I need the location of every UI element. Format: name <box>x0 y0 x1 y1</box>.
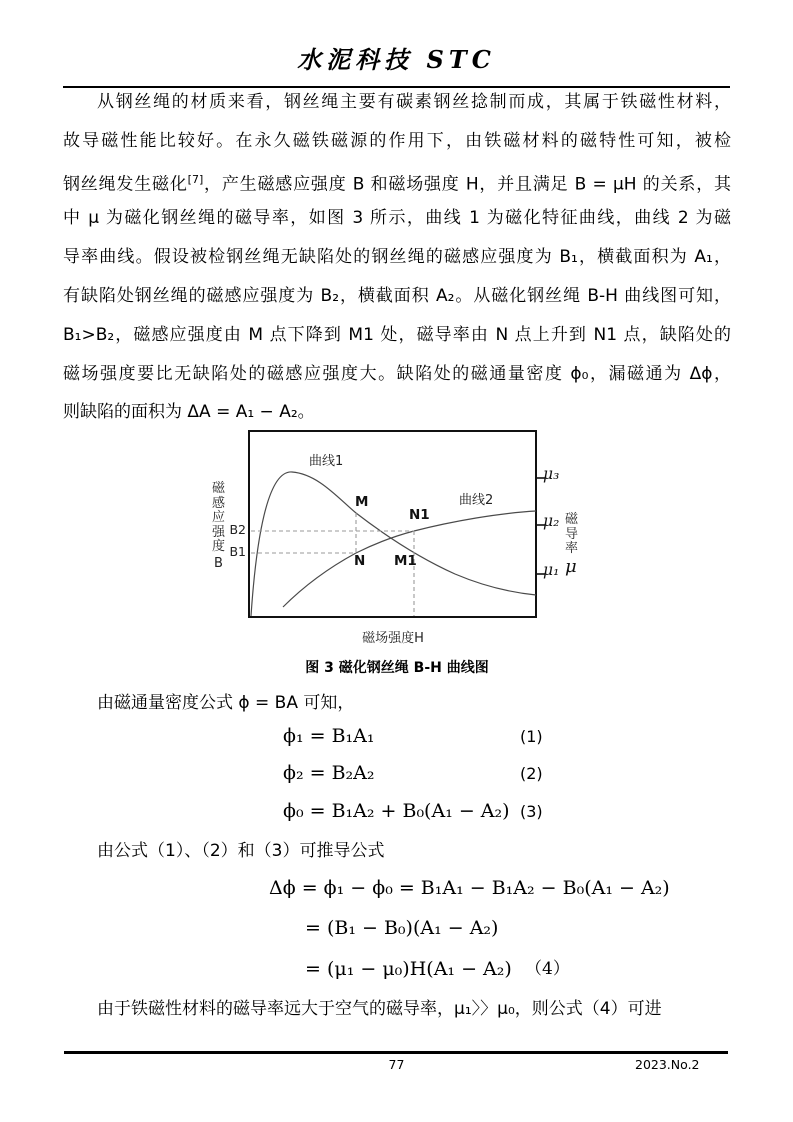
equation-3-expr: ϕ₀ = B₁A₂ + B₀(A₁ − A₂) <box>283 799 510 822</box>
text-line-9: 则缺陷的面积为 ΔA = A₁ − A₂。 <box>63 402 315 423</box>
text-line-5: 导率曲线。假设被检钢丝绳无缺陷处的钢丝绳的磁感应强度为 B₁，横截面积为 A₁， <box>63 247 731 268</box>
right-axis-title: 磁导率 <box>564 512 578 556</box>
equation-2-expr: ϕ₂ = B₂A₂ <box>283 762 375 785</box>
equation-1-expr: ϕ₁ = B₁A₁ <box>283 725 375 747</box>
text-line-4: 中 μ 为磁化钢丝绳的磁导率，如图 3 所示，曲线 1 为磁化特征曲线，曲线 2 为磁 <box>63 208 731 229</box>
closing-line: 由于铁磁性材料的磁导率远大于空气的磁导率，μ₁〉〉μ₀，则公式（4）可进 <box>97 999 662 1019</box>
flux-formula-line: 由磁通量密度公式 ϕ = BA 可知， <box>97 693 355 713</box>
left-tick-b1: B1 <box>229 544 246 559</box>
issue-label: 2023.No.2 <box>635 1057 700 1072</box>
text-line-8: 磁场强度要比无缺陷处的磁感应强度大。缺陷处的磁通量密度 ϕ₀，漏磁通为 Δϕ， <box>63 363 731 384</box>
text-line-7: B₁>B₂，磁感应强度由 M 点下降到 M1 处，磁导率由 N 点上升到 N1 点，缺陷处的 <box>63 324 731 345</box>
guide-dashed-lines <box>251 513 414 616</box>
equation-1 <box>63 718 731 755</box>
derivation-line-2: = (B₁ − B₀)(A₁ − A₂) <box>305 917 499 940</box>
text-line-3 <box>63 161 731 200</box>
derivation-line-1: Δϕ = ϕ₁ − ϕ₀ = B₁A₁ − B₁A₂ − B₀(A₁ − A₂) <box>269 877 670 899</box>
text-line-1: 从钢丝绳的材质来看，钢丝绳主要有碳素钢丝捻制而成，其属于铁磁性材料， <box>97 92 731 112</box>
journal-header: 水泥科技 STC <box>297 45 496 74</box>
y-axis-symbol: B <box>214 555 223 571</box>
text-segment: ，产生磁感应强度 B 和磁场强度 H，并且满足 B = μH 的关系，其 <box>203 174 731 195</box>
text-line-2: 故导磁性能比较好。在永久磁铁磁源的作用下，由铁磁材料的磁特性可知，被检 <box>63 130 731 151</box>
left-tick-b2: B2 <box>229 522 246 537</box>
figure-bh-curve <box>63 425 731 653</box>
right-axis-symbol: μ <box>565 556 577 577</box>
y-axis-title-text: 磁感应强度 <box>211 481 225 554</box>
text-segment: 钢丝绳发生磁化 <box>63 174 188 195</box>
equation-block <box>63 718 731 830</box>
text-line-6: 有缺陷处钢丝绳的磁感应强度为 B₂，横截面积 A₂。从磁化钢丝绳 B-H 曲线图可知， <box>63 285 731 306</box>
plot-frame <box>249 431 536 617</box>
x-axis-title: 磁场强度H <box>362 631 424 646</box>
citation-superscript: [7] <box>187 172 204 186</box>
bh-curve-plot <box>248 430 558 622</box>
point-label-n1: N1 <box>409 507 430 523</box>
derivation-block <box>63 868 731 989</box>
point-label-m: M <box>355 494 369 510</box>
derivation-line-3-expr: = (μ₁ − μ₀)H(A₁ − A₂) <box>305 957 512 980</box>
paragraph-intro <box>63 83 731 432</box>
mu2-tick-label: μ₂ <box>543 512 560 530</box>
figure-caption: 图 3 磁化钢丝绳 B-H 曲线图 <box>305 660 489 676</box>
derivation-line-3 <box>63 949 731 989</box>
curve1-label: 曲线1 <box>309 454 344 469</box>
curve2-label: 曲线2 <box>459 493 494 508</box>
equation-3 <box>63 793 731 830</box>
equation-4-number: （4） <box>525 958 570 979</box>
mu3-tick-label: μ₃ <box>543 465 560 483</box>
derivation-intro-line: 由公式（1）、（2）和（3）可推导公式 <box>97 841 385 861</box>
equation-2-number: (2) <box>520 764 543 784</box>
y-axis-title <box>210 482 227 571</box>
equation-1-number: (1) <box>520 727 543 746</box>
equation-3-number: (3) <box>520 801 543 821</box>
point-label-m1: M1 <box>394 553 417 569</box>
point-label-n: N <box>354 553 366 569</box>
equation-2 <box>63 755 731 792</box>
mu1-tick-label: μ₁ <box>543 561 560 579</box>
footer-rule <box>64 1051 728 1054</box>
page-number: 77 <box>388 1057 405 1072</box>
